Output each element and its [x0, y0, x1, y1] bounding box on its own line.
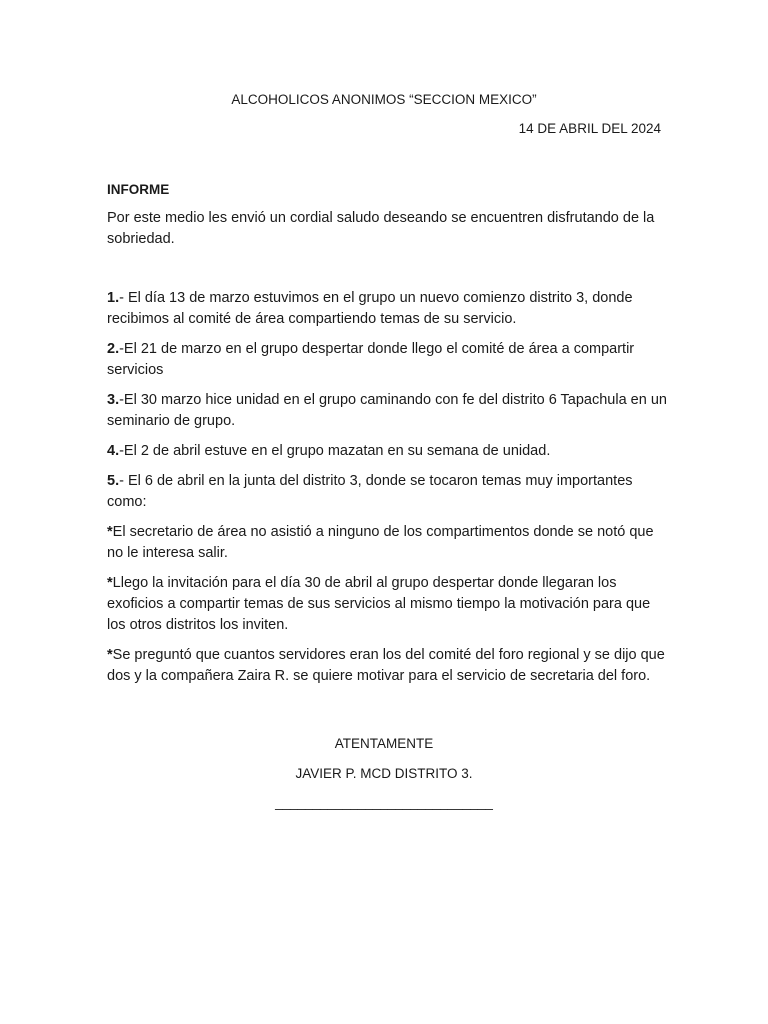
bullet-marker: * [107, 575, 113, 591]
report-intro: Por este medio les envió un cordial saludo deseando se encuentren disfrutando de la sobriedad. [107, 210, 655, 247]
report-subitem [107, 645, 667, 687]
item-number: 3. [107, 392, 120, 408]
document-title: ALCOHOLICOS ANONIMOS “SECCION MEXICO” [231, 92, 537, 107]
document-date: 14 DE ABRIL DEL 2024 [518, 121, 661, 136]
bullet-marker: * [107, 647, 113, 663]
item-number: 2. [107, 341, 120, 357]
item-text: Se preguntó que cuantos servidores eran los del comité del foro regional y se dijo que dos y la compañera Zaira R. se quiere motivar para el servicio de secretaria del foro. [107, 647, 665, 684]
item-text: -El 21 de marzo en el grupo despertar donde llego el comité de área a compartir servicios [107, 341, 635, 378]
report-body [107, 179, 667, 696]
item-text: -El 30 marzo hice unidad en el grupo caminando con fe del distrito 6 Tapachula en un seminario de grupo. [107, 392, 667, 429]
report-item [107, 288, 667, 330]
item-number: 5. [107, 473, 120, 489]
item-text: - El 6 de abril en la junta del distrito 3, donde se tocaron temas muy importantes como: [107, 473, 633, 510]
closing-salutation: ATENTAMENTE [334, 736, 434, 751]
item-number: 1. [107, 290, 120, 306]
item-number: 4. [107, 443, 120, 459]
item-text: Llego la invitación para el día 30 de abril al grupo despertar donde llegaran los exoficios a compartir temas de sus servicios al mismo tiempo la motivación para que los otros distritos los inviten. [107, 575, 651, 633]
item-text: - El día 13 de marzo estuvimos en el grupo un nuevo comienzo distrito 3, donde recibimos al comité de área compartiendo temas de su servicio. [107, 290, 633, 327]
report-subitem [107, 522, 667, 564]
report-item [107, 390, 667, 432]
report-heading: INFORME [107, 182, 170, 197]
signer-name: JAVIER P. MCD DISTRITO 3. [295, 766, 473, 781]
report-item [107, 441, 667, 462]
item-text: El secretario de área no asistió a ninguno de los compartimentos donde se notó que no le interesa salir. [107, 524, 654, 561]
bullet-marker: * [107, 524, 113, 540]
report-subitem [107, 573, 667, 636]
item-text: -El 2 de abril estuve en el grupo mazatan en su semana de unidad. [119, 443, 551, 459]
report-item [107, 339, 667, 381]
signature-line: _____________________________ [275, 795, 493, 810]
report-item [107, 471, 667, 513]
